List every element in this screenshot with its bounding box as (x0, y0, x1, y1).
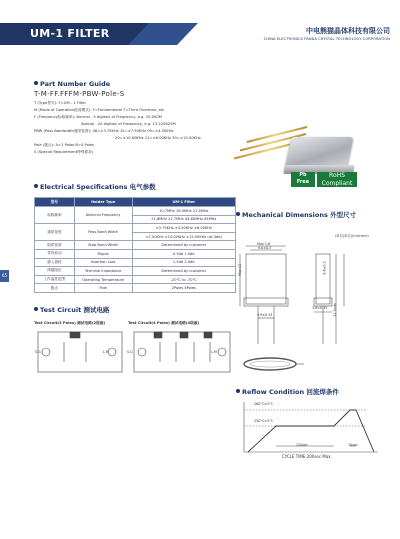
table-cell: Nominal Frequency (74, 207, 132, 224)
table-cell: 标称频率 (35, 207, 75, 224)
part-number-code: T-M-FF.FFFM-PBW-Pole-S (34, 90, 125, 98)
table-cell: Pole (74, 284, 132, 293)
company-name-en: CHINA ELECTRONICS PANDA CRYSTAL TECHNOLOGY CORPORATION (263, 37, 390, 41)
electrical-heading-text: Electrical Specifications 电气参数 (40, 183, 156, 191)
table-cell: 1.5db 2.0db (132, 258, 235, 267)
pn-line: 20=±10.00KHz 12=±6.00KHz 30=±15.00KHz (115, 136, 201, 140)
mechanical-heading (236, 210, 356, 219)
table-cell: Insertion Loss (74, 258, 132, 267)
dim-thickness: 3.8±0.15 (312, 306, 328, 310)
pb-free-line2: Free (296, 179, 310, 185)
table-cell: Pass Band Width (74, 224, 132, 241)
table-header-model: UM-1 Filter (132, 198, 235, 207)
table-row (35, 275, 236, 284)
reflow-soak-duration: 120sec (296, 443, 308, 447)
table-cell: Terminal Impedance (74, 267, 132, 276)
reflow-peak-duration: 10sec (348, 443, 358, 447)
table-cell: ±3.75KHz ±4.50KHz ±6.00KHz (132, 224, 235, 233)
pn-line: S (Special Requirement特殊要求) (34, 150, 94, 154)
pn-line: T (Type型号): F=UM - 1 Filter (34, 101, 86, 105)
table-header-cn: 型号 (35, 198, 75, 207)
bullet-icon (34, 81, 38, 85)
reflow-soak-temp: 150°C±5°C (254, 419, 274, 423)
table-cell: 阻带宽度 (35, 241, 75, 250)
pn-line: Pole (极点): A=2 Poles B=4 Poles (34, 143, 95, 147)
table-row (35, 241, 236, 250)
reflow-heading (236, 387, 339, 396)
table-cell: 带内波动 (35, 249, 75, 258)
dim-height: Max 13 (238, 263, 243, 277)
table-cell: Determined by customer (132, 267, 235, 276)
page-number-tab: 65 (0, 270, 9, 282)
rohs-line2: Directive 2002/95/EC (318, 188, 355, 192)
table-cell: -20°C to -70°C (132, 275, 235, 284)
table-cell: Determined by customer (132, 241, 235, 250)
dim-lead-length: 12.7min (332, 303, 337, 317)
unit-note: (单位(单位)/Unit:mm) (335, 234, 369, 238)
sg-label: S.G (127, 350, 133, 354)
dim-top-width: Max 1.6 (257, 242, 271, 246)
page-title: UM-1 FILTER (30, 27, 110, 40)
pn-line: Special - All digitals of Frequency, e.g. 13.225625M (81, 122, 176, 126)
table-header-row (35, 198, 236, 207)
test-circuit-diagram (34, 328, 234, 380)
table-cell: 0.5db 1.0db (132, 249, 235, 258)
table-row (35, 207, 236, 216)
table-row (35, 249, 236, 258)
mechanical-heading-text: Mechanical Dimensions 外型尺寸 (242, 211, 357, 219)
table-cell: 10.7MHz 16.9MHz 21.4MHz (132, 207, 235, 216)
table-row (35, 224, 236, 233)
bullet-icon (34, 184, 38, 188)
table-cell: 2Poles 4Poles (132, 284, 235, 293)
electrical-heading (34, 182, 156, 191)
part-number-heading (34, 80, 110, 88)
pn-line: F (Frequency标称频率): Normal - 5 digitals of Frequency, e.g. 10.000M (34, 115, 162, 119)
bullet-icon (236, 389, 240, 393)
table-cell: 插入损耗 (35, 258, 75, 267)
pb-free-line1: Pb (299, 172, 307, 178)
table-cell: Ripple (74, 249, 132, 258)
lm-label: L.M (103, 350, 109, 354)
reflow-profile-graph (236, 398, 386, 460)
pn-line: PBW (Pass Bandwidth通带宽度): 08=±3.75KHz 15=±7.50KHz 09=±4.50KHz (34, 129, 174, 133)
table-row (35, 284, 236, 293)
table-cell: 21.6MHz 21.7MHz 44.85MHz 45MHz (132, 215, 235, 224)
dim-body-height: 8.4±0.3 (322, 261, 327, 275)
table-cell: Operating Temperature (74, 275, 132, 284)
reflow-cycle-time: CYCLE TIME:200sec Max. (282, 454, 332, 459)
test-circuit-heading (34, 305, 110, 314)
table-cell: 通带宽度 (35, 224, 75, 241)
test-circuit-4pole-label: Test Circuit(4 Poles) 测试电路(4级源) (128, 321, 200, 325)
dim-top-inner: 9.0±0.3 (258, 246, 272, 250)
table-cell: ±7.50KHz ±10.00KHz ±15.00KHz (at-3db) (132, 232, 235, 241)
sg-label: S.G (35, 350, 41, 354)
lm-label: L.M (211, 350, 217, 354)
pn-line: M (Mode of Operation振荡模式): F=Fundamental T=Third Overtone, etc (34, 108, 165, 112)
table-cell: 极点 (35, 284, 75, 293)
reflow-heading-text: Reflow Condition 回流焊条件 (242, 388, 339, 396)
dim-pitch: 4.9±0.15 (257, 313, 273, 317)
bullet-icon (236, 212, 240, 216)
table-row (35, 267, 236, 276)
rohs-badge (317, 172, 357, 192)
rohs-line1: RoHS Compliant (321, 172, 353, 187)
table-cell: 工作温度范围 (35, 275, 75, 284)
table-cell: Stop Band Width (74, 241, 132, 250)
company-name-cn: 中电熊猫晶体科技有限公司 (306, 27, 390, 35)
table-row (35, 258, 236, 267)
pb-free-badge (291, 172, 315, 187)
reflow-peak-temp: 260°C±5°C (254, 402, 274, 406)
bullet-icon (34, 307, 38, 311)
test-circuit-2pole-label: Test Circuit(2 Poles) 测试电路(2级源) (34, 321, 106, 325)
table-header-type: Holder Type (74, 198, 132, 207)
table-cell: 终端阻抗 (35, 267, 75, 276)
part-number-heading-text: Part Number Guide (40, 80, 111, 88)
test-circuit-heading-text: Test Circuit 测试电路 (40, 306, 110, 314)
electrical-spec-table (34, 197, 236, 293)
